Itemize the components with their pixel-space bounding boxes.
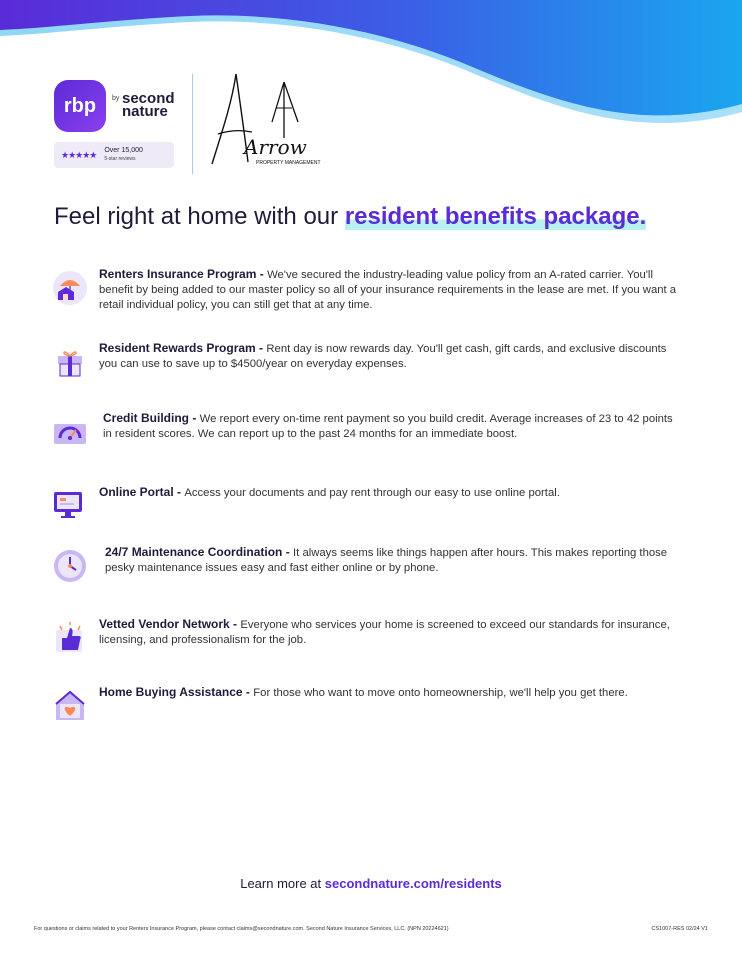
by-label: by [112,95,120,102]
benefit-title: Resident Rewards Program - [99,341,267,355]
header-wave [0,0,742,130]
learn-more-prefix: Learn more at [240,876,325,891]
benefit-body: We've secured the industry-leading value policy from an A-rated carrier. You'll benefit by being added to our master policy so all of your insurance requirements in the lease are met. If you want a retail individual policy, you can still get that at any time. [99,269,677,311]
benefit-body: Rent day is now rewards day. You'll get cash, gift cards, and exclusive discounts you can use to save up to $4500/year on everyday expenses. [99,343,667,370]
learn-more [0,876,742,891]
benefit-title: 24/7 Maintenance Coordination - [105,545,294,559]
umbrella-house-icon [52,270,88,306]
learn-more-link[interactable]: secondnature.com/residents [324,876,502,891]
second-nature-wordmark: second nature [122,90,175,120]
benefit-title: Vetted Vendor Network - [99,617,241,631]
benefit-body: For those who want to move onto homeownership, we'll help you get there. [253,687,628,699]
credit-gauge-icon [52,414,88,450]
benefit-title: Renters Insurance Program - [99,267,268,281]
reviews-badge [54,142,174,168]
benefit-body: Access your documents and pay rent through our easy to use online portal. [184,487,560,499]
footer-code: CS1007-RES 02/24 V1 [651,926,708,932]
reviews-sub: 5-star reviews [104,156,136,162]
arrow-property-management-logo [208,72,324,172]
clock-icon [52,548,88,584]
benefit-body: It always seems like things happen after hours. This makes reporting those pesky maintenance issues easy and fast either online or by phone. [105,547,668,574]
gift-icon [52,344,88,380]
benefit-title: Credit Building - [103,411,200,425]
reviews-count: Over 15,000 [104,147,143,154]
star-rating-icon: ★★★★★ [61,149,97,160]
benefit-title: Home Buying Assistance - [99,685,254,699]
thumbs-up-icon [52,620,88,656]
page-headline [54,203,646,231]
logo-divider [192,74,193,174]
monitor-icon [52,488,88,524]
home-heart-icon [52,688,88,724]
headline-highlight: resident benefits package. [344,203,647,230]
rbp-badge: rbp [54,80,106,132]
partner-subtitle: PROPERTY MANAGEMENT [256,160,321,166]
headline-prefix: Feel right at home with our [54,203,345,230]
benefit-body: We report every on-time rent payment so you build credit. Average increases of 23 to 42 points in resident scores. We can report up to the past 24 months for an immediate boost. [103,413,673,440]
partner-wordmark: Arrow [244,135,307,159]
benefit-body: Everyone who services your home is screened to exceed our standards for insurance, licensing, and professionalism for the job. [99,619,670,646]
footer-disclaimer: For questions or claims related to your Renters Insurance Program, please contact claims@secondnature.com. Second Nature Insurance Services, LLC. (NPN 20224621) [34,926,449,932]
benefit-title: Online Portal - [99,485,185,499]
